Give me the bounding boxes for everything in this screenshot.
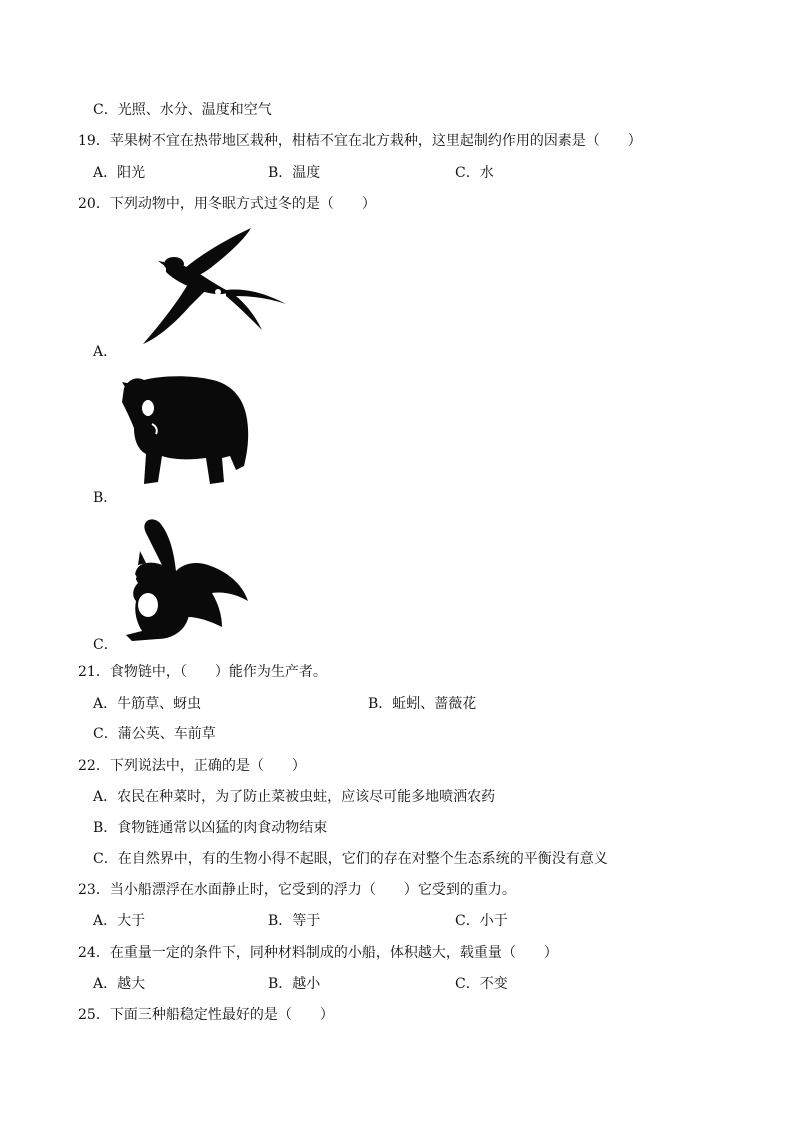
- q22-stem: 22．下列说法中，正确的是（ ）: [78, 758, 306, 774]
- q24-option-a: A．越大: [93, 976, 146, 992]
- q22-option-a: A．农民在种菜时，为了防止菜被虫蛀，应该尽可能多地喷洒农药: [93, 789, 496, 805]
- squirrel-image: [118, 517, 253, 645]
- q23-option-b: B．等于: [268, 913, 321, 929]
- q21-option-c: C．蒲公英、车前草: [93, 726, 216, 742]
- q19-option-b: B．温度: [268, 165, 321, 181]
- q18-option-c: C．光照、水分、温度和空气: [93, 102, 272, 118]
- q20-label-a: A．: [93, 344, 118, 360]
- q24-option-c: C．不变: [455, 976, 508, 992]
- q22-option-b: B．食物链通常以凶猛的肉食动物结束: [93, 820, 328, 836]
- q20-label-b: B．: [93, 490, 118, 506]
- q25-stem: 25．下面三种船稳定性最好的是（ ）: [78, 1007, 334, 1023]
- q21-option-b: B．蚯蚓、蔷薇花: [368, 696, 477, 712]
- q23-option-a: A．大于: [93, 913, 146, 929]
- q19-stem: 19．苹果树不宜在热带地区栽种，柑桔不宜在北方栽种，这里起制约作用的因素是（ ）: [78, 133, 642, 149]
- q20-label-c: C．: [93, 637, 118, 653]
- swallow-image: [118, 226, 288, 356]
- q21-option-a: A．牛筋草、蚜虫: [93, 696, 202, 712]
- q19-option-a: A．阳光: [93, 165, 146, 181]
- q23-stem: 23．当小船漂浮在水面静止时，它受到的浮力（ ）它受到的重力。: [78, 882, 516, 898]
- q19-option-c: C．水: [455, 165, 494, 181]
- q24-stem: 24．在重量一定的条件下，同种材料制成的小船，体积越大，载重量（ ）: [78, 945, 558, 961]
- q21-stem: 21．食物链中，（ ）能作为生产者。: [78, 664, 327, 680]
- bear-image: [118, 374, 253, 489]
- q20-stem: 20．下列动物中，用冬眠方式过冬的是（ ）: [78, 196, 376, 212]
- q23-option-c: C．小于: [455, 913, 508, 929]
- q22-option-c: C．在自然界中，有的生物小得不起眼，它们的存在对整个生态系统的平衡没有意义: [93, 851, 608, 867]
- q24-option-b: B．越小: [268, 976, 321, 992]
